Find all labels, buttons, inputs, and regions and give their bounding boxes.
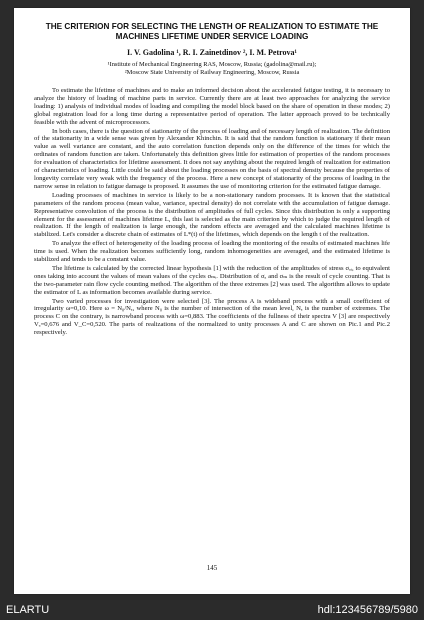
paragraph: To analyze the effect of heterogeneity of the loading process of loading the monitoring of the results of estimated machines life time is used. When the realization becomes sufficiently long, random inhomogeneities are averaged, and the estimated lifetime is stabilized and tends to be a constant value. xyxy=(34,240,390,264)
paragraph: Loading processes of machines in service is likely to be a non-stationary random processes. It is known that the statistical parameters of the random process (mean value, variance, spectral density) do not correlate with the accumulation of fatigue damage. Representative convolution of the process is the distribution of amplitudes of full cycles. Since this distribution is only a supporting element for the assessment of machines lifetime L, this last is selected as the main criterion by which to judge the required length of realization. If the length of realization is large enough, the random effects are averaged and the calculated machines lifetime is stabilized. Let's consider a discrete chain of estimates of L*(t) of the lifetimes, which depends on the length t of the realization. xyxy=(34,191,390,239)
handle-identifier: hdl:123456789/5980 xyxy=(317,604,418,616)
viewer-footer xyxy=(0,600,424,620)
repository-name: ELARTU xyxy=(6,604,50,616)
page-content xyxy=(34,22,390,338)
document-page xyxy=(14,8,410,594)
paragraph: The lifetime is calculated by the corrected linear hypothesis [1] with the reduction of the amplitudes of stress σₐᵢ, to equivalent ones taking into account the values of mean values of the cycles σₘᵢ. Distribution of σₐ and σₘ is the result of cycle counting. That is the two-parameter rain flow cycle counting method. The algorithm of the three extremes [2] was used. The algorithm allows to update the estimator of L as information becomes available during service. xyxy=(34,264,390,296)
paper-authors: I. V. Gadolina ¹, R. I. Zainetdinov ², I. M. Petrova¹ xyxy=(127,48,297,57)
paragraph: In both cases, there is the question of stationarity of the process of loading and of necessary length of realization. The definition of the stationarity in a wide sense was given by Alexander Khinchin. It is said that the random function is stationary if their mean value as well variance are constant, and the auto correlation function depends only on the difference of the times for which the ordinates of random function are taken. Unfortunately this definition gives little for estimation of properties of the random processes for evaluation of characteristics for lifetime assessment. It does not say anything about the required length of realization for estimation of characteristics of loading. Little could be said about the loading processes on the basis of spectral density because the properties of longevity correlate very weak with the frequency of the process. Here a new concept of stationarity of the process of loading in the narrow sense in relation to fatigue damage is proposed. It assumes the use of monitoring criterion for the estimated fatigue damage. xyxy=(34,127,390,190)
paragraph: To estimate the lifetime of machines and to make an informed decision about the accelerated fatigue testing, it is necessary to analyze the history of loading of machine parts in service. Currently there are at least two approaches for analyzing the service loading: 1) analysis of individual modes of loading and compiling the model block based on the share of operation in these modes; 2) global registration load for a long time during a representative period of operation. The latter approach proved to be technically feasible with the advent of microprocessors. xyxy=(34,87,390,126)
affiliation-1: ¹Institute of Mechanical Engineering RAS, Moscow, Russia; (gadolina@mail.ru); xyxy=(107,61,317,68)
affiliation-2: ²Moscow State University of Railway Engineering, Moscow, Russia xyxy=(124,69,300,76)
paragraph: Two varied processes for investigation were selected [3]. The process A is wideband process with a small coefficient of irregularity ω=0,10. Here ω = N₀/Nₑ, where N₀ is the number of intersection of the mean level, Nₑ is the number of extremes. The process C on the contrary, is narrowband process with ω=0,883. The coefficients of the fullness of their spectra V [3] are respectively Vₐ=0,676 and V_C=0,520. The parts of realizations of the normalized to unity processes A and C are shown on Pic.1 and Pic.2 respectively. xyxy=(34,297,390,337)
page-number: 145 xyxy=(206,564,218,572)
paper-title: THE CRITERION FOR SELECTING THE LENGTH OF REALIZATION TO ESTIMATE THE MACHINES LIFETIME UNDER SERVICE LOADING xyxy=(45,22,379,41)
paper-body xyxy=(34,87,390,337)
